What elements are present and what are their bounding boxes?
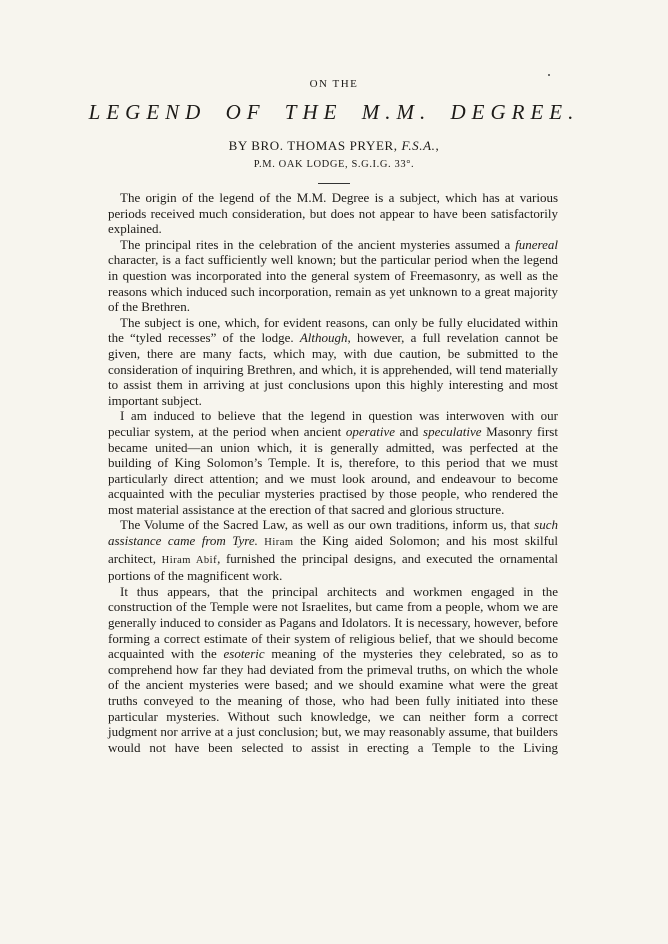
paragraph-4: [108, 408, 558, 517]
article-body: [108, 190, 558, 755]
author-byline: [0, 138, 668, 154]
author-qualifications: F.S.A.: [401, 138, 436, 153]
page-speck: [548, 74, 550, 76]
paragraph-3: [108, 315, 558, 409]
emphasis: such assistance came from Tyre.: [108, 517, 558, 549]
emphasis: esoteric: [223, 646, 265, 662]
pre-title: ON THE: [309, 78, 359, 90]
emphasis: operative: [345, 423, 395, 439]
emphasis: funereal: [515, 236, 558, 252]
title-divider: [318, 183, 350, 184]
paragraph-5: [108, 517, 558, 583]
author-name: BY BRO. THOMAS PRYER,: [228, 138, 402, 153]
text-run: The subject is one, which, for evident reasons, can only be fully elucidated within the “tyled recesses” of the lodge.: [108, 314, 558, 346]
lodge-line: P.M. OAK LODGE, S.G.I.G. 33°.: [253, 159, 415, 170]
small-caps-name: Hiram: [264, 537, 294, 549]
text-run: Masonry first became united—an union which, it is generally admitted, was perfected at the building of King Solomon’s Temple. It is, therefore, to this period that we must particularly direct attention; and we must look around, and endeavour to become acquainted with the peculiar mysteries practised by those people, who rendered the most material assistance at the erection of that sacred and glorious structure.: [108, 423, 558, 517]
small-caps-name: Hiram Abif: [161, 554, 218, 566]
byline-comma: ,: [435, 138, 440, 153]
emphasis: speculative: [423, 423, 482, 439]
emphasis: Although: [299, 330, 348, 346]
text-run: The Volume of the Sacred Law, as well as our own traditions, inform us, that: [120, 517, 535, 533]
text-run: It thus appears, that the principal architects and workmen engaged in the construction of the Temple were not Israelites, but came from a people, whom we are generally induced to consider as Pagans and Idolators. It is necessary, however, before forming a correct estimate of their system of religious belief, that we should become acquainted with the: [108, 583, 558, 662]
paragraph-6: [108, 584, 558, 756]
text-run: I am induced to believe that the legend in question was interwoven with our peculiar system, at the period when ancient: [108, 408, 558, 439]
text-run: The principal rites in the celebration of the ancient mysteries assumed a: [120, 236, 516, 252]
text-run: and: [394, 423, 424, 439]
text-run: , however, a full revelation cannot be given, there are many facts, which may, with due caution, be submitted to the consideration of inquiring Brethren, and which, it is apprehended, will tend materially to assist them in arriving at just conclusions upon this highly interesting and most important subject.: [108, 330, 558, 408]
text-run: meaning of the mysteries they celebrated, so as to comprehend how far they had deviated from the primeval truths, on which the whole of the ancient mysteries were based; and we should examine what were the great truths conveyed to the meaning of those, who had been fully initiated into these particular mysteries. Without such knowledge, we can neither form a correct judgment nor arrive at a just conclusion; but, we may reasonably assume, that builders would not have been selected to assist in erecting a Temple to the Living: [108, 646, 558, 755]
text-run: character, is a fact sufficiently well known; but the particular period when the legend in question was incorporated into the general system of Freemasonry, as well as the reasons which induced such incorporation, remain as yet unknown to a great majority of the Brethren.: [108, 252, 558, 315]
paragraph-2: [108, 237, 558, 315]
article-title: LEGEND OF THE M.M. DEGREE.: [88, 100, 580, 124]
text-run: , furnished the principal designs, and executed the ornamental portions of the magnificent work.: [108, 550, 558, 584]
text-run: the King aided Solomon; and his most skilful architect,: [108, 533, 559, 566]
paragraph-1: The origin of the legend of the M.M. Degree is a subject, which has at various periods received much consideration, but does not appear to have been satisfactorily explained.: [108, 190, 558, 237]
